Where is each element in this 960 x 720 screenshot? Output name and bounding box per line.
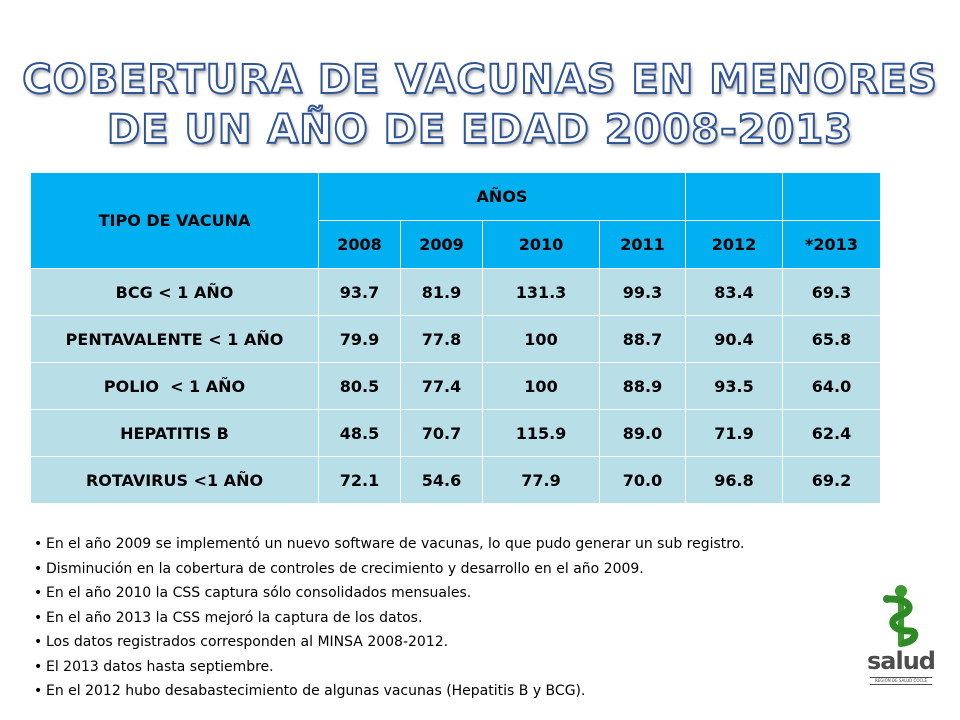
coverage-value: 93.5 (686, 363, 783, 410)
coverage-value: 100 (483, 363, 600, 410)
vaccine-label: ROTAVIRUS <1 AÑO (31, 457, 319, 504)
years-header: AÑOS (319, 173, 686, 221)
coverage-value: 77.4 (401, 363, 483, 410)
coverage-value: 89.0 (600, 410, 686, 457)
coverage-value: 96.8 (686, 457, 783, 504)
coverage-value: 69.2 (783, 457, 881, 504)
vaccine-type-header: TIPO DE VACUNA (31, 173, 319, 269)
note-item: • En el 2012 hubo desabastecimiento de algunas vacunas (Hepatitis B y BCG). (30, 679, 745, 704)
note-item: • En el año 2009 se implementó un nuevo software de vacunas, lo que pudo generar un sub registro. (30, 532, 745, 557)
year-header: 2008 (319, 221, 401, 269)
coverage-value: 70.0 (600, 457, 686, 504)
notes-list (30, 532, 745, 704)
table-row (31, 457, 881, 504)
coverage-value: 77.9 (483, 457, 600, 504)
coverage-value: 72.1 (319, 457, 401, 504)
year-header: 2010 (483, 221, 600, 269)
header-blank-cell (686, 173, 783, 221)
year-header: *2013 (783, 221, 881, 269)
coverage-value: 48.5 (319, 410, 401, 457)
coverage-value: 83.4 (686, 269, 783, 316)
year-header: 2012 (686, 221, 783, 269)
coverage-table (30, 172, 881, 504)
header-blank-cell (783, 173, 881, 221)
coverage-value: 90.4 (686, 316, 783, 363)
coverage-value: 77.8 (401, 316, 483, 363)
coverage-value: 99.3 (600, 269, 686, 316)
coverage-value: 54.6 (401, 457, 483, 504)
coverage-value: 88.9 (600, 363, 686, 410)
vaccine-label: BCG < 1 AÑO (31, 269, 319, 316)
coverage-value: 64.0 (783, 363, 881, 410)
title-line-2: DE UN AÑO DE EDAD 2008-2013 (106, 107, 854, 153)
salud-logo (860, 585, 942, 690)
coverage-value: 100 (483, 316, 600, 363)
year-header: 2011 (600, 221, 686, 269)
table-row (31, 316, 881, 363)
coverage-value: 65.8 (783, 316, 881, 363)
coverage-value: 79.9 (319, 316, 401, 363)
logo-wordmark: salud (867, 647, 935, 675)
coverage-value: 80.5 (319, 363, 401, 410)
coverage-value: 69.3 (783, 269, 881, 316)
table-row (31, 410, 881, 457)
coverage-value: 115.9 (483, 410, 600, 457)
year-header: 2009 (401, 221, 483, 269)
coverage-value: 131.3 (483, 269, 600, 316)
note-item: • Los datos registrados corresponden al MINSA 2008-2012. (30, 630, 745, 655)
caduceus-icon (860, 585, 942, 651)
title-line-1: COBERTURA DE VACUNAS EN MENORES (22, 57, 938, 103)
coverage-value: 93.7 (319, 269, 401, 316)
coverage-value: 62.4 (783, 410, 881, 457)
coverage-value: 70.7 (401, 410, 483, 457)
slide-title (0, 55, 960, 155)
note-item: • El 2013 datos hasta septiembre. (30, 655, 745, 680)
note-item: • En el año 2010 la CSS captura sólo consolidados mensuales. (30, 581, 745, 606)
coverage-value: 88.7 (600, 316, 686, 363)
vaccine-label: PENTAVALENTE < 1 AÑO (31, 316, 319, 363)
table-row (31, 269, 881, 316)
note-item: • Disminución en la cobertura de controles de crecimiento y desarrollo en el año 2009. (30, 557, 745, 582)
vaccine-label: HEPATITIS B (31, 410, 319, 457)
vaccine-label: POLIO < 1 AÑO (31, 363, 319, 410)
coverage-value: 71.9 (686, 410, 783, 457)
table-row (31, 363, 881, 410)
coverage-value: 81.9 (401, 269, 483, 316)
note-item: • En el año 2013 la CSS mejoró la captura de los datos. (30, 606, 745, 631)
logo-subtitle: REGIÓN DE SALUD COCLÉ (870, 677, 932, 685)
